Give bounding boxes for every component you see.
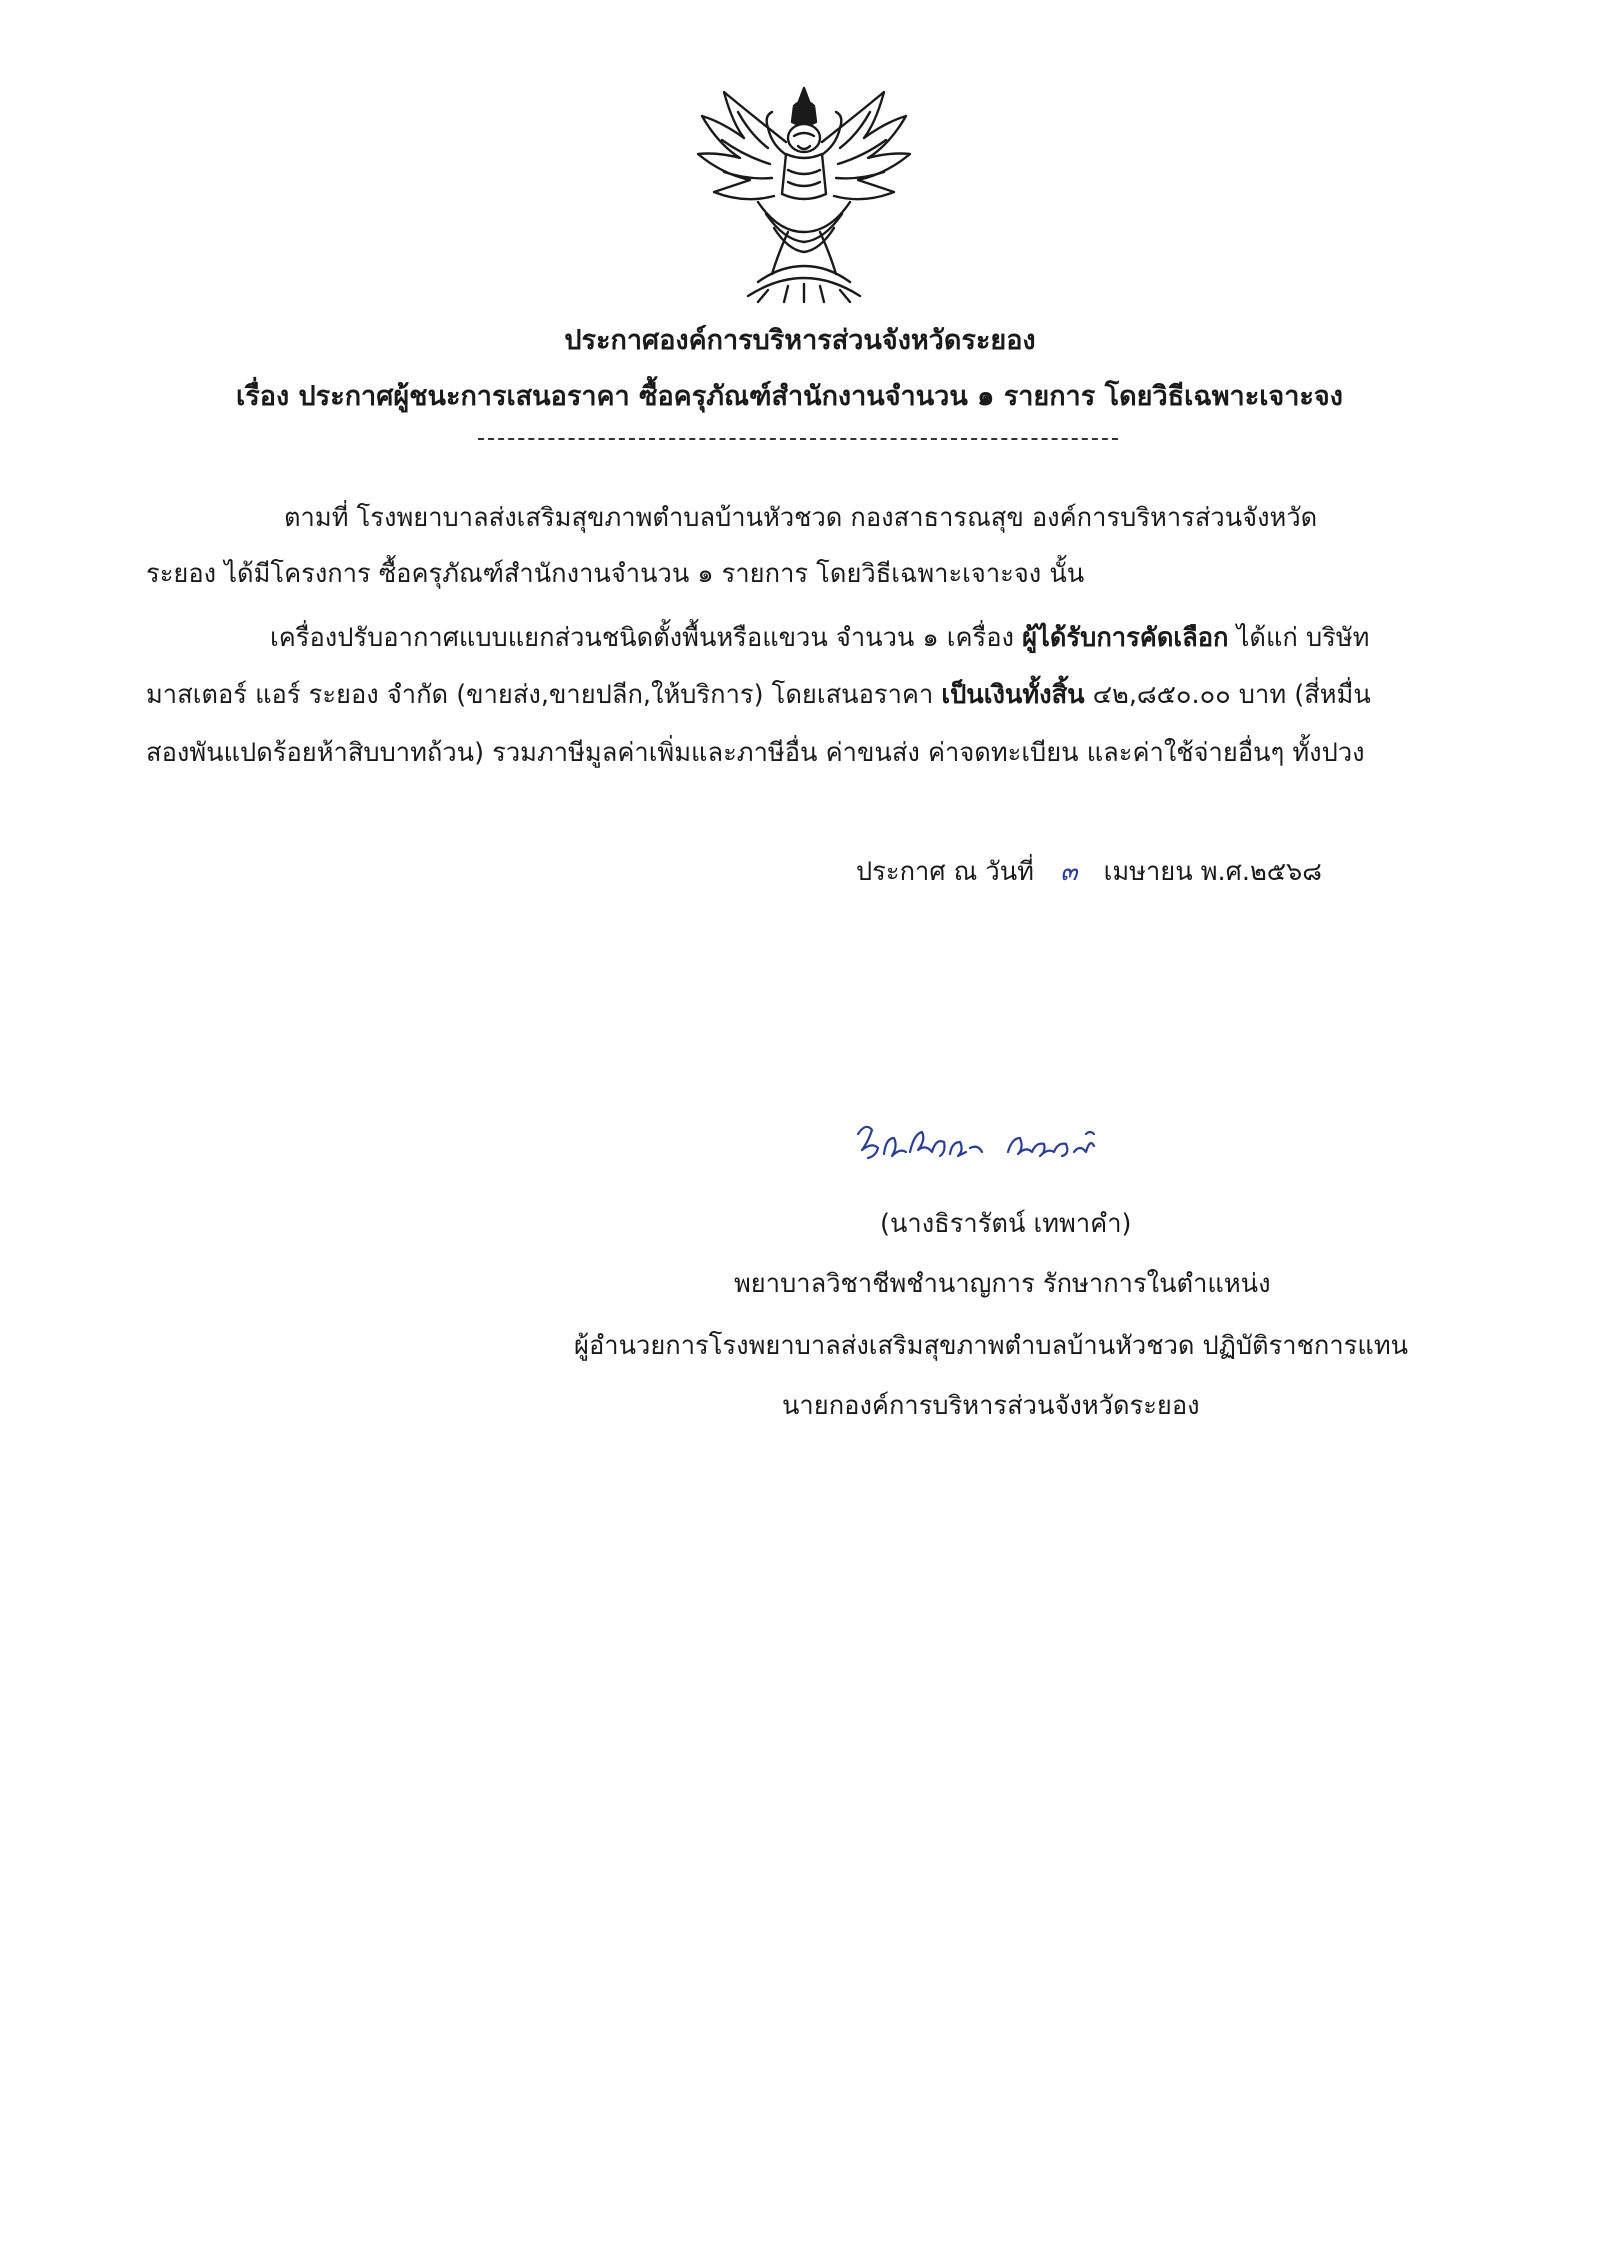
item-description: เครื่องปรับอากาศแบบแยกส่วนชนิดตั้งพื้นหรือแขวน จำนวน ๑ เครื่อง — [270, 623, 1014, 653]
date-day: ๓ — [1060, 857, 1078, 887]
body-line-3 — [270, 618, 1369, 658]
date-prefix: ประกาศ ณ วันที่ — [856, 857, 1034, 887]
signatory-position-1: พยาบาลวิชาชีพชำนาญการ รักษาการในตำแหน่ง — [734, 1269, 1271, 1299]
body-line-2: ระยอง ได้มีโครงการ ซื้อครุภัณฑ์สำนักงานจำนวน ๑ รายการ โดยวิธีเฉพาะเจาะจง นั้น — [146, 559, 1085, 589]
announcement-date — [856, 852, 1322, 892]
document-subject — [236, 374, 1343, 417]
garuda-emblem-icon — [688, 82, 920, 304]
document-title: ประกาศองค์การบริหารส่วนจังหวัดระยอง — [564, 325, 1036, 356]
total-label: เป็นเงินทั้งสิ้น — [941, 680, 1085, 710]
signatory-position-3: นายกองค์การบริหารส่วนจังหวัดระยอง — [782, 1391, 1200, 1421]
divider-dashed — [478, 438, 1118, 440]
body-line-1: ตามที่ โรงพยาบาลส่งเสริมสุขภาพตำบลบ้านหัวชวด กองสาธารณสุข องค์การบริหารส่วนจังหวัด — [284, 503, 1318, 533]
signatory-position-2: ผู้อำนวยการโรงพยาบาลส่งเสริมสุขภาพตำบลบ้านหัวชวด ปฏิบัติราชการแทน — [574, 1331, 1409, 1361]
subject-text: ประกาศผู้ชนะการเสนอราคา ซื้อครุภัณฑ์สำนักงานจำนวน ๑ รายการ โดยวิธีเฉพาะเจาะจง — [298, 381, 1343, 412]
subject-label: เรื่อง — [236, 381, 290, 412]
selected-label: ผู้ได้รับการคัดเลือก — [1022, 623, 1229, 653]
handwritten-signature — [848, 1108, 1138, 1178]
date-month-year: เมษายน พ.ศ.๒๕๖๘ — [1103, 857, 1322, 887]
total-amount: ๔๒,๘๕๐.๐๐ บาท (สี่หมื่น — [1092, 680, 1371, 710]
body-line-4 — [146, 675, 1371, 715]
body-line-5: สองพันแปดร้อยห้าสิบบาทถ้วน) รวมภาษีมูลค่าเพิ่มและภาษีอื่น ค่าขนส่ง ค่าจดทะเบียน และค่าใช้จ่ายอื่นๆ ทั้งปวง — [146, 738, 1365, 768]
signatory-name: (นางธิรารัตน์ เทพาคำ) — [880, 1209, 1132, 1239]
vendor-name: มาสเตอร์ แอร์ ระยอง จำกัด (ขายส่ง,ขายปลีก,ให้บริการ) โดยเสนอราคา — [146, 680, 934, 710]
vendor-prefix: ได้แก่ บริษัท — [1236, 623, 1370, 653]
